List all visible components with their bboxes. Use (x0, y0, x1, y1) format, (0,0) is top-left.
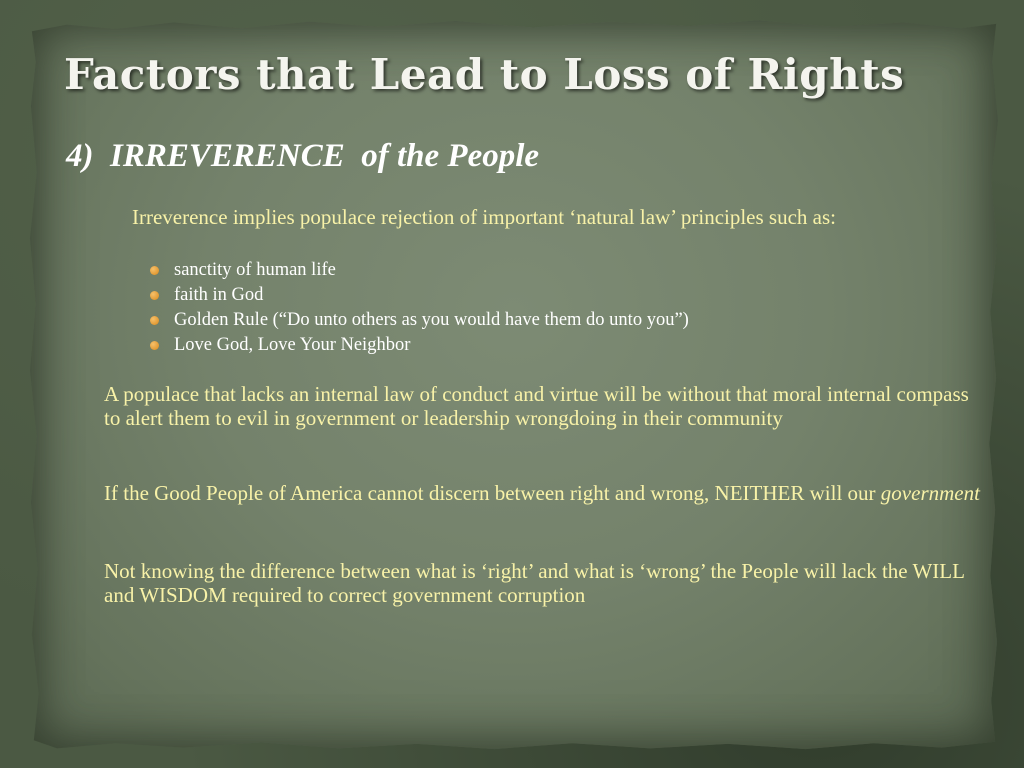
intro-text: Irreverence implies populace rejection of important ‘natural law’ principles such as: (132, 205, 836, 229)
paragraph-will-and-wisdom: Not knowing the difference between what is ‘right’ and what is ‘wrong’ the People will lack the WILL and WISDOM required to correct government corruption (104, 559, 965, 607)
slide-title: Factors that Lead to Loss of Rights (64, 50, 905, 99)
list-item (150, 283, 689, 308)
bullet-dot-icon (150, 316, 159, 325)
paragraph-discernment-text: If the Good People of America cannot discern between right and wrong, NEITHER will our (104, 481, 881, 505)
list-item (150, 258, 689, 283)
bullet-dot-icon (150, 266, 159, 275)
list-item (150, 333, 689, 358)
paragraph-discernment (104, 481, 984, 505)
list-item-text: faith in God (174, 285, 264, 305)
list-item-text: sanctity of human life (174, 260, 336, 280)
paragraph-emphasis: government (880, 481, 980, 505)
list-item-text: Golden Rule (“Do unto others as you would have them do unto you”) (174, 310, 689, 330)
list-item (150, 308, 689, 333)
paragraph-moral-compass: A populace that lacks an internal law of conduct and virtue will be without that moral internal compass to alert them to evil in government or leadership wrongdoing in their community (104, 382, 969, 430)
bullet-dot-icon (150, 291, 159, 300)
bullet-dot-icon (150, 341, 159, 350)
slide-subtitle: 4) IRREVERENCE of the People (66, 138, 540, 174)
principles-list (150, 258, 689, 358)
list-item-text: Love God, Love Your Neighbor (174, 335, 411, 355)
